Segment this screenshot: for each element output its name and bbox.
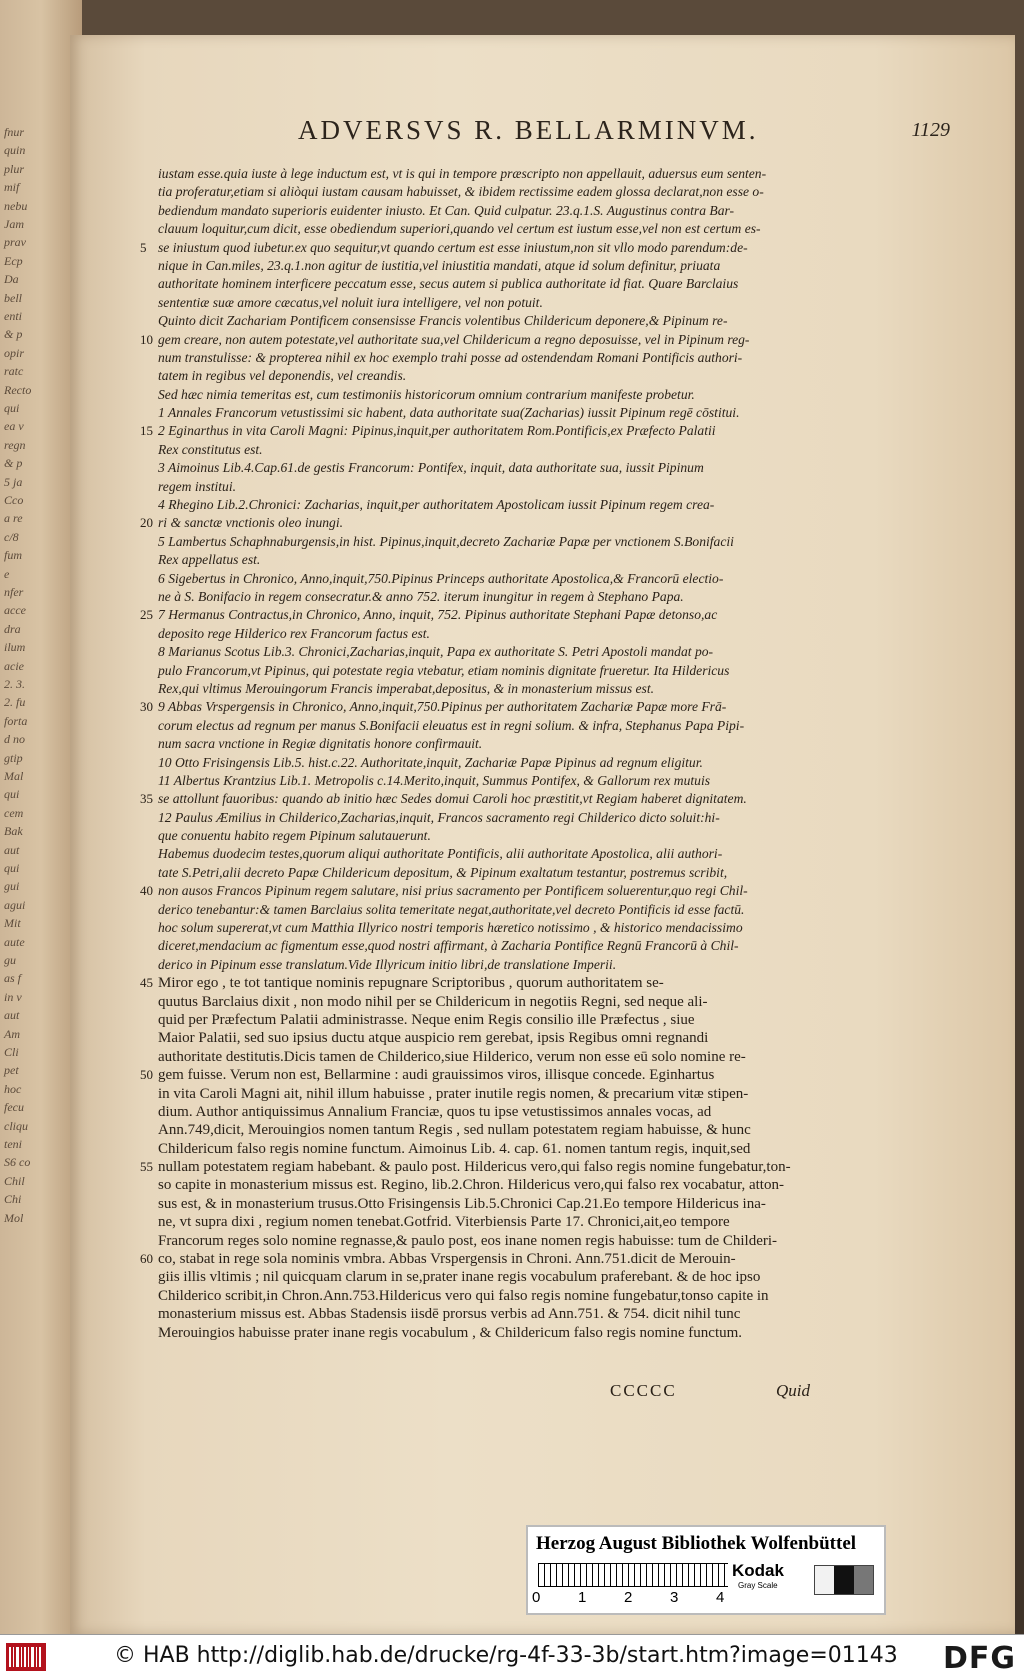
facing-page-fragment: as f: [4, 971, 22, 986]
line-text: quid per Præfectum Palatii administrasse. Neque enim Regis consilio ille Præfectus , siue: [158, 1011, 695, 1028]
line-text: 11 Albertus Krantzius Lib.1. Metropolis c.14.Merito,inquit, Summus Pontifex, & Gallorum rex mutuis: [158, 772, 711, 788]
line-text: authoritate hominem interficere peccatum esse, secus autem si publica authoritate id fiat. Quare Barclaius: [158, 276, 739, 292]
facing-page-fragment: gu: [4, 953, 16, 967]
text-line: [140, 1250, 828, 1268]
facing-page-fragment: aut: [4, 1008, 20, 1023]
line-text: Quinto dicit Zachariam Pontificem consensisse Francis volentibus Childericum deponere,& Pipinum re-: [158, 313, 728, 329]
text-line: [158, 588, 828, 606]
text-line: [158, 386, 828, 404]
text-line: [158, 570, 828, 588]
text-line: [140, 239, 828, 257]
line-text: sus est, & in monasterium trusus.Otto Frisingensis Lib.5.Chronici Cap.21.Eo tempore Hildericus ina-: [158, 1195, 766, 1212]
line-text: deposito rege Hilderico rex Francorum factus est.: [158, 625, 430, 641]
line-number: 35: [140, 791, 153, 807]
facing-page-fragment: prav: [4, 235, 26, 250]
text-line: [140, 606, 828, 624]
book-page: [70, 35, 1015, 1634]
line-text: 6 Sigebertus in Chronico, Anno,inquit,750.Pipinus Princeps authoritate Apostolica,& Francorū electio-: [158, 570, 724, 586]
text-line: [158, 496, 828, 514]
text-line: [158, 919, 828, 937]
text-line: [158, 1305, 828, 1323]
facing-page-fragment: acie: [4, 658, 24, 673]
text-line: [158, 165, 828, 183]
facing-page-fragment: 5 ja: [4, 474, 23, 489]
line-number: 15: [140, 423, 153, 439]
ruler-number: 0: [532, 1589, 541, 1606]
text-line: [158, 1232, 828, 1250]
signature-mark: CCCCC: [610, 1381, 677, 1400]
text-line: [140, 331, 828, 349]
ruler-numbers: [532, 1589, 732, 1605]
facing-page-fragment: quin: [4, 143, 26, 158]
text-line: [158, 257, 828, 275]
facing-page-fragment: fnur: [4, 125, 25, 139]
facing-page-fragment: 2. 3.: [4, 677, 25, 691]
facing-page-fragment: Am: [4, 1026, 20, 1041]
line-text: co, stabat in rege sola nominis vmbra. Abbas Vrspergensis in Chroni. Ann.751.dicit de Merouin-: [158, 1251, 736, 1268]
catchword: Quid: [776, 1381, 810, 1400]
text-line: [158, 772, 828, 790]
line-text: 9 Abbas Vrspergensis in Chronico, Anno,inquit,750.Pipinus per authoritatem Zachariæ Papæ more Frā-: [158, 699, 727, 715]
line-text: bediendum mandato superioris euidenter iniusto. Et Can. Quid culpatur. 23.q.1.S. Augustinus contra Bar-: [158, 202, 735, 218]
text-line: [140, 514, 828, 532]
text-line: [140, 882, 828, 900]
text-line: [158, 717, 828, 735]
source-link[interactable]: © HAB http://diglib.hab.de/drucke/rg-4f-33-3b/start.htm?image=01143: [114, 1643, 898, 1668]
line-text: Rex constitutus est.: [158, 441, 263, 457]
facing-page-fragment: enti: [4, 309, 22, 323]
line-text: regem institui.: [158, 478, 237, 494]
line-text: Rex,qui vltimus Merouingorum Francis imperabat,depositus, & in monasterium missus est.: [158, 680, 655, 696]
facing-page-fragment: Recto: [4, 382, 32, 397]
line-text: gem fuisse. Verum non est, Bellarmine : audi grauissimos viros, illisque concede. Eginhartus: [158, 1067, 715, 1084]
text-line: [158, 349, 828, 367]
line-text: num transtulisse: & propterea nihil ex hoc exemplo trahi posse ad ostendendam Romani Pontificis authori-: [158, 349, 743, 365]
facing-page-fragment: a re: [4, 511, 23, 526]
text-line: [158, 1213, 828, 1231]
signature-row: [610, 1381, 810, 1405]
line-number: 10: [140, 331, 153, 347]
text-line: [158, 183, 828, 201]
line-text: 2 Eginarthus in vita Caroli Magni: Pipinus,inquit,per authoritatem Rom.Pontificis,ex Præfecto Palatii: [158, 423, 716, 439]
text-line: [158, 1011, 828, 1029]
text-line: [158, 275, 828, 293]
line-text: 12 Paulus Æmilius in Childerico,Zacharias,inquit, Francos sacramento regi Childerico dicto soluit:hi-: [158, 809, 720, 825]
line-text: pulo Francorum,vt Pipinus, qui potestate regia vtebatur, etiam nominis dignitate frueretur. Ita Hildericus: [158, 662, 730, 678]
line-number: 30: [140, 699, 153, 715]
line-text: nullam potestatem regiam habebant. & paulo post. Hildericus vero,qui falso regis nomine fungebatur,ton-: [158, 1159, 791, 1176]
facing-page-fragment: in v: [4, 989, 22, 1004]
dfg-logo: DFG: [942, 1641, 1016, 1676]
text-line: [158, 1048, 828, 1066]
text-line: [158, 993, 828, 1011]
line-text: gem creare, non autem potestate,vel authoritate sua,vel Childericum a regno deposuisse, vel in Pipinum reg-: [158, 331, 750, 347]
text-line: [158, 864, 828, 882]
text-line: [158, 441, 828, 459]
line-text: 4 Rhegino Lib.2.Chronici: Zacharias, inquit,per authoritatem Apostolicam iussit Pipinum regem crea-: [158, 497, 715, 513]
line-text: hoc solum supererat,vt cum Matthia Illyrico nostri temporis hæretico notissimo , & historico mendacissimo: [158, 920, 743, 936]
ruler-number: 4: [716, 1589, 725, 1606]
line-text: 3 Aimoinus Lib.4.Cap.61.de gestis Francorum: Pontifex, inquit, data authoritate sua, iussit Pipinum: [158, 460, 704, 476]
text-line: [158, 404, 828, 422]
facing-page-fragment: gui: [4, 879, 20, 894]
text-line: [158, 202, 828, 220]
facing-page-fragment: hoc: [4, 1081, 22, 1096]
facing-page-fragment: d no: [4, 732, 25, 747]
text-line: [158, 827, 828, 845]
facing-page-fragment: opir: [4, 345, 25, 360]
line-number: 40: [140, 883, 153, 899]
line-text: derico tenebantur:& tamen Barclaius solita temeritate negat,authoritate,vel decreto Pontificis id esse factū.: [158, 901, 745, 917]
line-text: Merouingios habuisse prater inane regis vocabulum , & Childericum falso regis nomine functum.: [158, 1324, 743, 1341]
text-line: [158, 478, 828, 496]
facing-page-fragment: Cco: [4, 493, 24, 507]
facing-page-fragment: ilum: [4, 640, 26, 655]
line-text: se attollunt fauoribus: quando ab initio hæc Sedes domui Caroli hoc præstitit,vt Regiam haberet dignitatem.: [158, 791, 747, 807]
barcode-icon: [6, 1643, 46, 1671]
facing-page-fragment: agui: [4, 897, 26, 912]
line-text: Francorum reges solo nomine regnasse,& paulo post, eos inane nomen regis habuisse: tum de Childeri-: [158, 1232, 778, 1249]
line-text: monasterium missus est. Abbas Stadensis iisdē prorsus verbis ad Ann.751. & 754. dicit nihil tunc: [158, 1306, 741, 1323]
kodak-logo: Kodak: [732, 1561, 784, 1580]
text-line: [158, 1268, 828, 1286]
facing-page-fragment: gtip: [4, 750, 23, 765]
text-line: [140, 1066, 828, 1084]
facing-page-fragment: S6 co: [4, 1155, 31, 1170]
line-text: clauum loquitur,cum dicit, esse obediendum superiori,quando vel certum est iustum esse,vel non est certum es-: [158, 221, 761, 237]
line-text: se iniustum quod iubetur.ex quo sequitur,vt quando certum est esse iniustum,non sit vllo modo parendum:de-: [158, 239, 748, 255]
line-text: quutus Barclaius dixit , non modo nihil per se Childericum in negotiis Regni, sed neque ali-: [158, 993, 708, 1010]
page-header: [230, 115, 950, 151]
text-line: [140, 790, 828, 808]
facing-page-fragment: Bak: [4, 824, 23, 839]
facing-page-fragment: fum: [4, 548, 22, 563]
text-line: [158, 1029, 828, 1047]
facing-page-fragment: teni: [4, 1137, 22, 1151]
line-text: 8 Marianus Scotus Lib.3. Chronici,Zacharias,inquit, Papa ex authoritate S. Petri Apostoli mandat po-: [158, 644, 714, 660]
text-line: [158, 312, 828, 330]
text-line: [158, 1121, 828, 1139]
line-text: Sed hæc nimia temeritas est, cum testimoniis historicorum omnium contrarium manifeste probetur.: [158, 386, 695, 402]
facing-page-fragment: Chil: [4, 1173, 25, 1188]
facing-page-fragment: cem: [4, 805, 24, 820]
line-text: in vita Caroli Magni ait, nihil illum habuisse , prater inutile regis nomen, & precarium vitæ stipen-: [158, 1085, 749, 1102]
line-text: ri & sanctæ vnctionis oleo inungi.: [158, 515, 344, 531]
line-text: corum electus ad regnum per manus S.Bonifacii eleuatus est in regni solium. & infra, Stephanus Papa Pipi-: [158, 717, 745, 733]
ruler-number: 2: [624, 1589, 633, 1606]
line-text: non ausos Francos Pipinum regem salutare, nisi prius sacramento per Pontificem soluerentur,quo regi Chil-: [158, 883, 748, 899]
facing-page-fragment: & p: [4, 327, 23, 342]
line-text: derico in Pipinum esse translatum.Vide Illyricum initio libri,de translatione Imperii.: [158, 956, 617, 972]
text-line: [158, 1287, 828, 1305]
text-line: [158, 1085, 828, 1103]
facing-page-fragment: nfer: [4, 585, 24, 599]
line-text: Ann.749,dicit, Merouingios nomen tantum Regis , sed nullam potestatem regiam habuisse, & hunc: [158, 1122, 751, 1139]
facing-page-fragment: dra: [4, 621, 21, 636]
text-line: [158, 809, 828, 827]
color-target-card: [526, 1525, 886, 1615]
line-text: iustam esse.quia iuste à lege inductum est, vt is qui in tempore præscripto non appellauit, aduersus eum senten-: [158, 166, 767, 181]
facing-page-fragment: Mit: [4, 916, 21, 931]
line-text: ne, vt supra dixi , regium nomen tenebat.Gotfrid. Viterbiensis Parte 17. Chronici,ait,eo tempore: [158, 1214, 730, 1231]
facing-page-fragment: Chi: [4, 1192, 22, 1207]
text-line: [158, 367, 828, 385]
line-number: 60: [140, 1251, 153, 1267]
line-text: 10 Otto Frisingensis Lib.5. hist.c.22. Authoritate,inquit, Zachariæ Papæ Pipinus ad regnum eligitur.: [158, 754, 703, 770]
facing-page-fragment: Jam: [4, 217, 24, 231]
text-line: [140, 1158, 828, 1176]
line-text: tia proferatur,etiam si aliòqui iustam causam habuisset, & ibidem rectissime eadem glossa declarat,non esse o-: [158, 184, 764, 200]
facing-page-fragment: forta: [4, 713, 28, 728]
text-line: [158, 680, 828, 698]
text-line: [158, 956, 828, 974]
line-text: Childerico scribit,in Chron.Ann.753.Hildericus vero qui falso regis nomine fungebatur,tonso capite in: [158, 1287, 769, 1304]
facing-page-fragment: Ecp: [4, 253, 23, 268]
line-text: Childericum falso regis nomine functum. Aimoinus Lib. 4. cap. 61. nomen tantum regis, inquit,sed: [158, 1140, 751, 1157]
line-number: 50: [140, 1067, 153, 1083]
line-text: tatem in regibus vel deponendis, vel creandis.: [158, 368, 407, 384]
text-line: [158, 1195, 828, 1213]
facing-page-fragment: Mol: [4, 1210, 24, 1225]
facing-page-fragment: qui: [4, 787, 20, 802]
text-line: [158, 1103, 828, 1121]
facing-page-fragment: c/8: [4, 529, 19, 544]
text-line: [158, 1324, 828, 1342]
facing-page-fragment: fecu: [4, 1100, 24, 1115]
line-text: Miror ego , te tot tantique nominis repugnare Scriptoribus , quorum authoritatem se-: [158, 975, 664, 992]
facing-page-fragment: ea v: [4, 419, 24, 434]
text-line: [158, 845, 828, 863]
facing-page-fragment: plur: [4, 161, 25, 176]
text-line: [158, 220, 828, 238]
gray-scale-label: Gray Scale: [738, 1581, 778, 1590]
line-text: que conuentu habito regem Pipinum salutauerunt.: [158, 828, 431, 844]
text-line: [158, 735, 828, 753]
text-line: [140, 422, 828, 440]
line-text: so capite in monasterium missus est. Regino, lib.2.Chron. Hildericus vero,qui falso rex vocabatur, atton-: [158, 1177, 784, 1194]
text-line: [158, 294, 828, 312]
ruler-number: 1: [578, 1589, 587, 1606]
page-number: 1129: [911, 119, 950, 141]
text-line: [158, 1176, 828, 1194]
text-line: [158, 754, 828, 772]
facing-page-fragment: e: [4, 566, 10, 581]
ruler-number: 3: [670, 1589, 679, 1606]
line-text: diceret,mendacium ac figmentum esse,quod nostri affirmant, à Zacharia Pontifice Regnū Francorū à Chil-: [158, 938, 739, 954]
running-head: ADVERSVS R. BELLARMINVM.: [298, 115, 759, 145]
facing-page-fragment: aute: [4, 934, 25, 949]
text-line: [158, 643, 828, 661]
facing-page-fragment: 2. fu: [4, 695, 26, 710]
line-text: 5 Lambertus Schaphnaburgensis,in hist. Pipinus,inquit,decreto Zachariæ Papæ per vnctionem S.Bonifacii: [158, 533, 734, 549]
text-line: [158, 625, 828, 643]
footer-bar: [0, 1634, 1024, 1678]
line-number: 25: [140, 607, 153, 623]
facing-page-fragment: bell: [4, 290, 22, 305]
line-text: Rex appellatus est.: [158, 552, 261, 568]
library-name: Herzog August Bibliothek Wolfenbüttel: [536, 1533, 857, 1554]
facing-page-fragment: qui: [4, 861, 20, 875]
line-text: Habemus duodecim testes,quorum aliqui authoritate Pontificis, alii authoritate Apostolica, alii authori-: [158, 846, 723, 862]
facing-page-fragment: Mal: [4, 769, 24, 783]
line-text: tate S.Petri,alii decreto Papæ Childericum depositum, & Pipinum exaltatum testantur, postremus scribit,: [158, 864, 728, 880]
line-number: 55: [140, 1159, 153, 1175]
facing-page-fragment: acce: [4, 603, 26, 618]
line-text: Maior Palatii, sed suo ipsius ductu atque auspicio rem gerebat, ipsis Regibus omni regnandi: [158, 1030, 709, 1047]
facing-page-fragment: regn: [4, 437, 26, 452]
scale-ruler: [538, 1563, 728, 1587]
text-line: [140, 974, 828, 992]
line-text: dium. Author antiquissimus Annalium Franciæ, quos tu ipse vetustissimos annales vocas, ad: [158, 1103, 712, 1120]
text-line: [158, 551, 828, 569]
text-line: [158, 901, 828, 919]
facing-page-fragment: pet: [4, 1063, 19, 1078]
text-line: [158, 662, 828, 680]
gray-patches: [814, 1565, 874, 1595]
facing-page-fragment: Cli: [4, 1045, 19, 1059]
facing-page-fragment: ratc: [4, 364, 24, 379]
text-line: [158, 937, 828, 955]
line-number: 20: [140, 515, 153, 531]
facing-page-fragment: mif: [4, 180, 20, 195]
line-number: 45: [140, 975, 153, 991]
line-text: 1 Annales Francorum vetustissimi sic habent, data authoritate sua(Zacharias) iussit Pipinum regē cōstitui.: [158, 405, 740, 421]
facing-page-fragment: qui: [4, 401, 20, 415]
text-line: [158, 533, 828, 551]
text-block: [140, 165, 828, 1342]
line-text: nique in Can.miles, 23.q.1.non agitur de iustitia,vel iniustitia mandati, atque id solum definitur, priuata: [158, 257, 721, 273]
text-line: [158, 459, 828, 477]
line-text: authoritate destitutis.Dicis tamen de Childerico,siue Hilderico, verum non esse eū solo nomine re-: [158, 1048, 746, 1065]
facing-page-fragment: nebu: [4, 198, 28, 213]
facing-page-fragment: Da: [4, 272, 19, 287]
line-number: 5: [140, 239, 147, 255]
text-line: [140, 698, 828, 716]
line-text: giis illis vltimis ; nil quicquam clarum in se,prater inane regis vocabulum praferebant. & de hoc ipso: [158, 1269, 761, 1286]
line-text: num sacra vnctione in Regiæ dignitatis honore confirmauit.: [158, 736, 483, 752]
facing-page-fragment: cliqu: [4, 1118, 28, 1133]
line-text: 7 Hermanus Contractus,in Chronico, Anno, inquit, 752. Pipinus authoritate Stephani Papæ detonso,ac: [158, 607, 718, 623]
facing-page-fragment: aut: [4, 842, 20, 857]
text-line: [158, 1140, 828, 1158]
line-text: sententiæ suæ amore cæcatus,vel noluit iura intelligere, vel non potuit.: [158, 294, 543, 310]
line-text: ne à S. Bonifacio in regem consecratur.& anno 752. iterum inungitur in regem à Stephano Papa.: [158, 588, 684, 604]
facing-page-fragment: & p: [4, 456, 23, 471]
